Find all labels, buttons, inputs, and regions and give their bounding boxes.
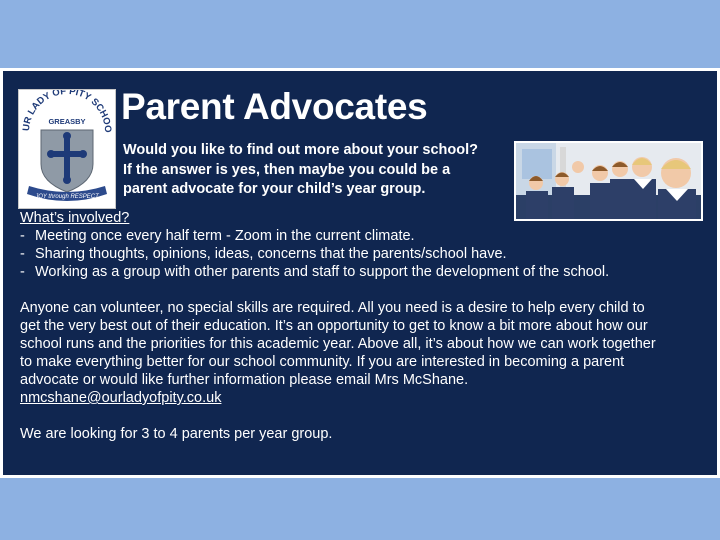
slide [0, 68, 720, 478]
email-link[interactable]: nmcshane@ourladyofpity.co.uk [20, 390, 222, 406]
list-item-text: Working as a group with other parents and staff to support the development of the school. [35, 264, 610, 280]
flyer-panel [3, 71, 717, 475]
intro-line: If the answer is yes, then maybe you could be a [123, 161, 451, 178]
closing-text: We are looking for 3 to 4 parents per year group. [20, 426, 333, 442]
logo-place-text: GREASBY [48, 117, 86, 126]
list-item: - Sharing thoughts, opinions, ideas, concerns that the parents/school have. [20, 246, 507, 262]
school-children-photo-icon [516, 143, 701, 219]
svg-text:OUR LADY OF PITY SCHOOL [19, 90, 113, 133]
intro-line: Would you like to find out more about your school? [123, 142, 478, 158]
school-logo [18, 89, 116, 209]
paragraph-line: to make everything better for our school community. If you are interested in becoming a parent [20, 354, 625, 370]
page-title: Parent Advocates [121, 86, 428, 127]
list-item-text: Meeting once every half term - Zoom in the current climate. [35, 228, 415, 244]
list-item: - Meeting once every half term - Zoom in the current climate. [20, 228, 415, 244]
paragraph-line: school runs and the priorities for this academic year. Above all, it’s about how we can work together [20, 336, 656, 352]
list-item-text: Sharing thoughts, opinions, ideas, concerns that the parents/school have. [35, 246, 507, 262]
intro-question [123, 141, 523, 200]
body-text [20, 209, 710, 443]
logo-motto-text: JOY through RESPECT [35, 194, 99, 200]
paragraph-line: get the very best out of their education. It’s an opportunity to get to know a bit more about how our [20, 318, 648, 334]
school-crest-icon [19, 90, 115, 208]
intro-line: parent advocate for your child’s year group. [123, 181, 426, 197]
list-item: - Working as a group with other parents and staff to support the development of the school. [20, 264, 610, 280]
involved-heading: What’s involved? [20, 210, 130, 226]
paragraph-line: advocate or would like further information please email Mrs McShane. [20, 372, 469, 388]
logo-arc-text: UR LADY OF PITY SCHOO [20, 90, 114, 134]
paragraph-line: Anyone can volunteer, no special skills are required. All you need is a desire to help every child to [20, 300, 645, 316]
